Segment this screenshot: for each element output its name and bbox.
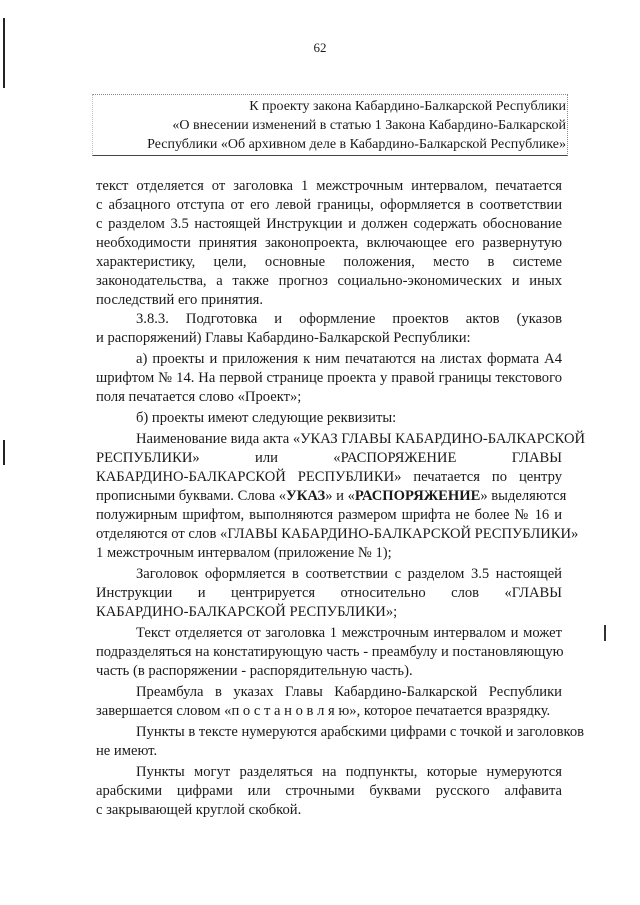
body-text-line: необходимости принятия законопроекта, включающее его развернутую (96, 235, 562, 251)
body-text-line: не имеют. (96, 743, 158, 759)
body-text-line: шрифтом № 14. На первой странице проекта у правой границы текстового (96, 370, 562, 386)
body-text-line: законодательства, а также прогноз социально-экономических и иных (96, 273, 562, 289)
body-text-line: б) проекты имеют следующие реквизиты: (136, 410, 397, 426)
body-text-line: Пункты в тексте нумеруются арабскими цифрами с точкой и заголовков (136, 724, 585, 740)
body-text-line: поля печатается слово «Проект»; (96, 389, 302, 405)
body-text-line: КАБАРДИНО-БАЛКАРСКОЙ РЕСПУБЛИКИ» печатается по центру (96, 469, 562, 485)
body-text-line: последствий его принятия. (96, 292, 263, 308)
body-text-line: Заголовок оформляется в соответствии с разделом 3.5 настоящей (136, 566, 562, 582)
body-text-line: подразделяться на констатирующую часть - преамбулу и постановляющую (96, 644, 564, 660)
body-text-line: арабскими цифрами или строчными буквами русского алфавита (96, 783, 562, 799)
body-text-line: РЕСПУБЛИКИ» или «РАСПОРЯЖЕНИЕ ГЛАВЫ (96, 450, 562, 466)
body-text-line: полужирным шрифтом, выполняются размером шрифта не более № 16 и (96, 507, 562, 523)
section-heading-line: 3.8.3. Подготовка и оформление проектов актов (указов (136, 311, 562, 327)
body-text-line: КАБАРДИНО-БАЛКАРСКОЙ РЕСПУБЛИКИ»; (96, 604, 398, 620)
section-heading-line: и распоряжений) Главы Кабардино-Балкарской Республики: (96, 330, 471, 346)
body-text-line: Преамбула в указах Главы Кабардино-Балкарской Республики (136, 684, 562, 700)
text-fragment: » и « (325, 488, 355, 504)
text-fragment: прописными буквами. Слова « (96, 488, 287, 504)
body-text-line: Пункты могут разделяться на подпункты, которые нумеруются (136, 764, 562, 780)
page-number: 62 (313, 40, 327, 55)
body-text-line: с абзацного отступа от его левой границы, оформляется в соответствии (96, 197, 562, 213)
body-text-line: с закрывающей круглой скобкой. (96, 802, 302, 818)
body-text-line: Наименование вида акта «УКАЗ ГЛАВЫ КАБАРДИНО-БАЛКАРСКОЙ (136, 431, 586, 447)
bold-term-ukaz: УКАЗ (286, 488, 326, 504)
scan-edge-mark (3, 440, 5, 465)
body-text-line: отделяются от слов «ГЛАВЫ КАБАРДИНО-БАЛКАРСКОЙ РЕСПУБЛИКИ» (96, 526, 579, 542)
body-text-line: Инструкции и центрируется относительно слов «ГЛАВЫ (96, 585, 562, 601)
header-line: «О внесении изменений в статью 1 Закона Кабардино-Балкарской (172, 118, 566, 133)
body-text-line: 1 межстрочным интервалом (приложение № 1); (96, 545, 392, 561)
body-text-line: Текст отделяется от заголовка 1 межстрочным интервалом и может (136, 625, 562, 641)
body-text-line: с разделом 3.5 настоящей Инструкции и должен содержать обоснование (96, 216, 562, 232)
text-fragment: » выделяются (480, 488, 567, 504)
header-line: К проекту закона Кабардино-Балкарской Республики (249, 99, 566, 114)
body-text-line: характеристику, цели, основные положения, место в системе (96, 254, 562, 270)
scan-mark (604, 625, 606, 641)
body-text-line: текст отделяется от заголовка 1 межстрочным интервалом, печатается (96, 178, 562, 194)
bold-term-rasporyazhenie: РАСПОРЯЖЕНИЕ (354, 488, 481, 504)
body-text-line: завершается словом «п о с т а н о в л я ю», которое печатается вразрядку. (96, 703, 551, 719)
body-text-line: часть (в распоряжении - распорядительную часть). (96, 663, 413, 679)
body-text-line (96, 487, 567, 506)
body-text-line: а) проекты и приложения к ним печатаются на листах формата А4 (136, 351, 562, 367)
header-line: Республики «Об архивном деле в Кабардино-Балкарской Республике» (147, 137, 566, 152)
